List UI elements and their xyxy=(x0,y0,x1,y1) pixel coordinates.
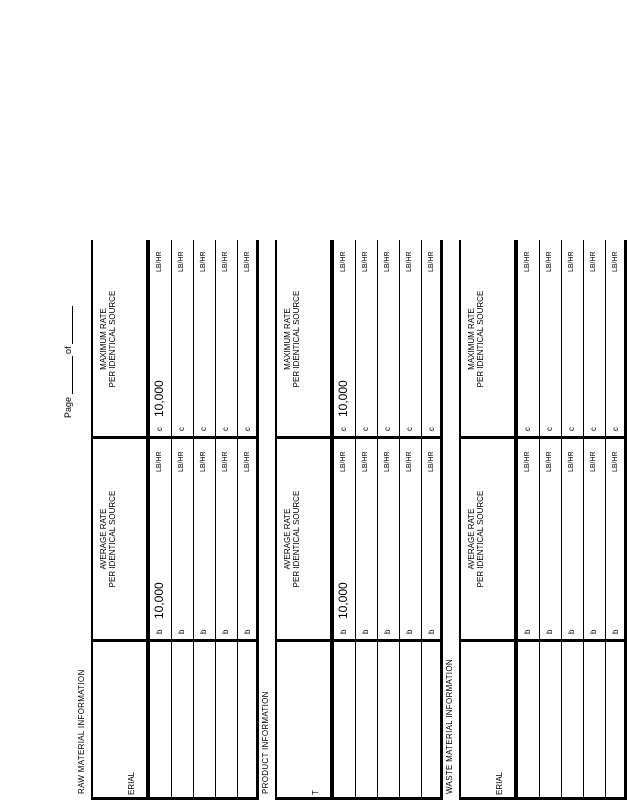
row-letter-c: c xyxy=(339,427,348,431)
header-line: PER IDENTICAL SOURCE xyxy=(292,490,301,588)
average-rate-unit: LB/HR xyxy=(568,451,575,472)
table-row xyxy=(517,240,539,797)
average-rate-unit: LB/HR xyxy=(362,451,369,472)
row-letter-c: c xyxy=(243,427,252,431)
average-rate-unit: LB/HR xyxy=(612,451,619,472)
page-blank xyxy=(63,356,73,394)
table-row xyxy=(149,240,171,797)
row-letter-c: c xyxy=(155,427,164,431)
header-line: MAXIMUM RATE xyxy=(283,308,292,370)
row-letter-b: b xyxy=(361,629,370,634)
maximum-rate-unit: LB/HR xyxy=(612,251,619,272)
maximum-rate-unit: LB/HR xyxy=(524,251,531,272)
table-header xyxy=(277,240,333,797)
header-line: PER IDENTICAL SOURCE xyxy=(108,490,117,588)
average-rate-unit: LB/HR xyxy=(200,451,207,472)
average-rate-unit: LB/HR xyxy=(524,451,531,472)
maximum-rate-unit: LB/HR xyxy=(590,251,597,272)
header-line: AVERAGE RATE xyxy=(99,508,108,570)
section-title: WASTE MATERIAL INFORMATION xyxy=(445,659,454,794)
table-row xyxy=(605,240,627,797)
page-label: Page xyxy=(63,396,73,418)
average-rate-unit: LB/HR xyxy=(428,451,435,472)
maximum-rate-header xyxy=(283,239,301,439)
section-table xyxy=(275,240,443,800)
maximum-rate-unit: LB/HR xyxy=(406,251,413,272)
table-row xyxy=(215,240,237,797)
header-line: PER IDENTICAL SOURCE xyxy=(292,290,301,388)
average-rate-header xyxy=(283,439,301,639)
header-line: PER IDENTICAL SOURCE xyxy=(108,290,117,388)
of-label: of xyxy=(63,346,73,354)
maximum-rate-unit: LB/HR xyxy=(428,251,435,272)
section-table xyxy=(91,240,259,800)
row-letter-c: c xyxy=(221,427,230,431)
row-letter-c: c xyxy=(545,427,554,431)
row-letter-c: c xyxy=(611,427,620,431)
average-rate-unit: LB/HR xyxy=(406,451,413,472)
row-letter-b: b xyxy=(427,629,436,634)
average-rate-unit: LB/HR xyxy=(222,451,229,472)
maximum-rate-unit: LB/HR xyxy=(244,251,251,272)
header-line: PER IDENTICAL SOURCE xyxy=(476,490,485,588)
rotated-form xyxy=(60,240,620,800)
table-row xyxy=(583,240,605,797)
row-letter-b: b xyxy=(589,629,598,634)
maximum-rate-unit: LB/HR xyxy=(178,251,185,272)
page-number-line xyxy=(63,306,73,418)
row-letter-b: b xyxy=(199,629,208,634)
row-letter-c: c xyxy=(199,427,208,431)
average-rate-unit: LB/HR xyxy=(340,451,347,472)
material-column-header: T xyxy=(311,790,320,795)
average-rate-field[interactable]: 10,000 xyxy=(336,582,350,619)
row-letter-c: c xyxy=(427,427,436,431)
row-letter-b: b xyxy=(405,629,414,634)
row-letter-b: b xyxy=(177,629,186,634)
table-row xyxy=(377,240,399,797)
table-header xyxy=(461,240,517,797)
row-letter-c: c xyxy=(523,427,532,431)
of-blank xyxy=(63,306,73,344)
maximum-rate-unit: LB/HR xyxy=(546,251,553,272)
material-column-header: ERIAL xyxy=(127,771,136,795)
average-rate-header xyxy=(467,439,485,639)
header-line: MAXIMUM RATE xyxy=(467,308,476,370)
row-letter-c: c xyxy=(361,427,370,431)
table-row xyxy=(193,240,215,797)
table-row xyxy=(399,240,421,797)
average-rate-unit: LB/HR xyxy=(590,451,597,472)
table-row xyxy=(421,240,443,797)
average-rate-unit: LB/HR xyxy=(546,451,553,472)
section-title: PRODUCT INFORMATION xyxy=(261,691,270,794)
section-title: RAW MATERIAL INFORMATION xyxy=(77,669,86,794)
maximum-rate-unit: LB/HR xyxy=(362,251,369,272)
row-letter-b: b xyxy=(243,629,252,634)
row-letter-c: c xyxy=(383,427,392,431)
maximum-rate-unit: LB/HR xyxy=(222,251,229,272)
header-line: MAXIMUM RATE xyxy=(99,308,108,370)
row-letter-b: b xyxy=(523,629,532,634)
row-letter-b: b xyxy=(221,629,230,634)
average-rate-unit: LB/HR xyxy=(178,451,185,472)
average-rate-unit: LB/HR xyxy=(244,451,251,472)
material-column-header: ERIAL xyxy=(495,771,504,795)
maximum-rate-header xyxy=(99,239,117,439)
row-letter-b: b xyxy=(567,629,576,634)
maximum-rate-unit: LB/HR xyxy=(384,251,391,272)
maximum-rate-unit: LB/HR xyxy=(340,251,347,272)
table-row xyxy=(171,240,193,797)
maximum-rate-header xyxy=(467,239,485,439)
maximum-rate-field[interactable]: 10,000 xyxy=(336,380,350,417)
header-line: AVERAGE RATE xyxy=(467,508,476,570)
row-letter-b: b xyxy=(155,629,164,634)
average-rate-unit: LB/HR xyxy=(156,451,163,472)
maximum-rate-field[interactable]: 10,000 xyxy=(152,380,166,417)
section-table xyxy=(459,240,627,800)
maximum-rate-unit: LB/HR xyxy=(200,251,207,272)
maximum-rate-unit: LB/HR xyxy=(568,251,575,272)
row-letter-b: b xyxy=(545,629,554,634)
average-rate-unit: LB/HR xyxy=(384,451,391,472)
table-row xyxy=(539,240,561,797)
row-letter-b: b xyxy=(383,629,392,634)
table-header xyxy=(93,240,149,797)
row-letter-b: b xyxy=(611,629,620,634)
average-rate-header xyxy=(99,439,117,639)
average-rate-field[interactable]: 10,000 xyxy=(152,582,166,619)
maximum-rate-unit: LB/HR xyxy=(156,251,163,272)
table-row xyxy=(237,240,259,797)
header-line: PER IDENTICAL SOURCE xyxy=(476,290,485,388)
table-row xyxy=(355,240,377,797)
header-line: AVERAGE RATE xyxy=(283,508,292,570)
row-letter-c: c xyxy=(405,427,414,431)
row-letter-b: b xyxy=(339,629,348,634)
row-letter-c: c xyxy=(567,427,576,431)
table-row xyxy=(561,240,583,797)
table-row xyxy=(333,240,355,797)
row-letter-c: c xyxy=(589,427,598,431)
row-letter-c: c xyxy=(177,427,186,431)
